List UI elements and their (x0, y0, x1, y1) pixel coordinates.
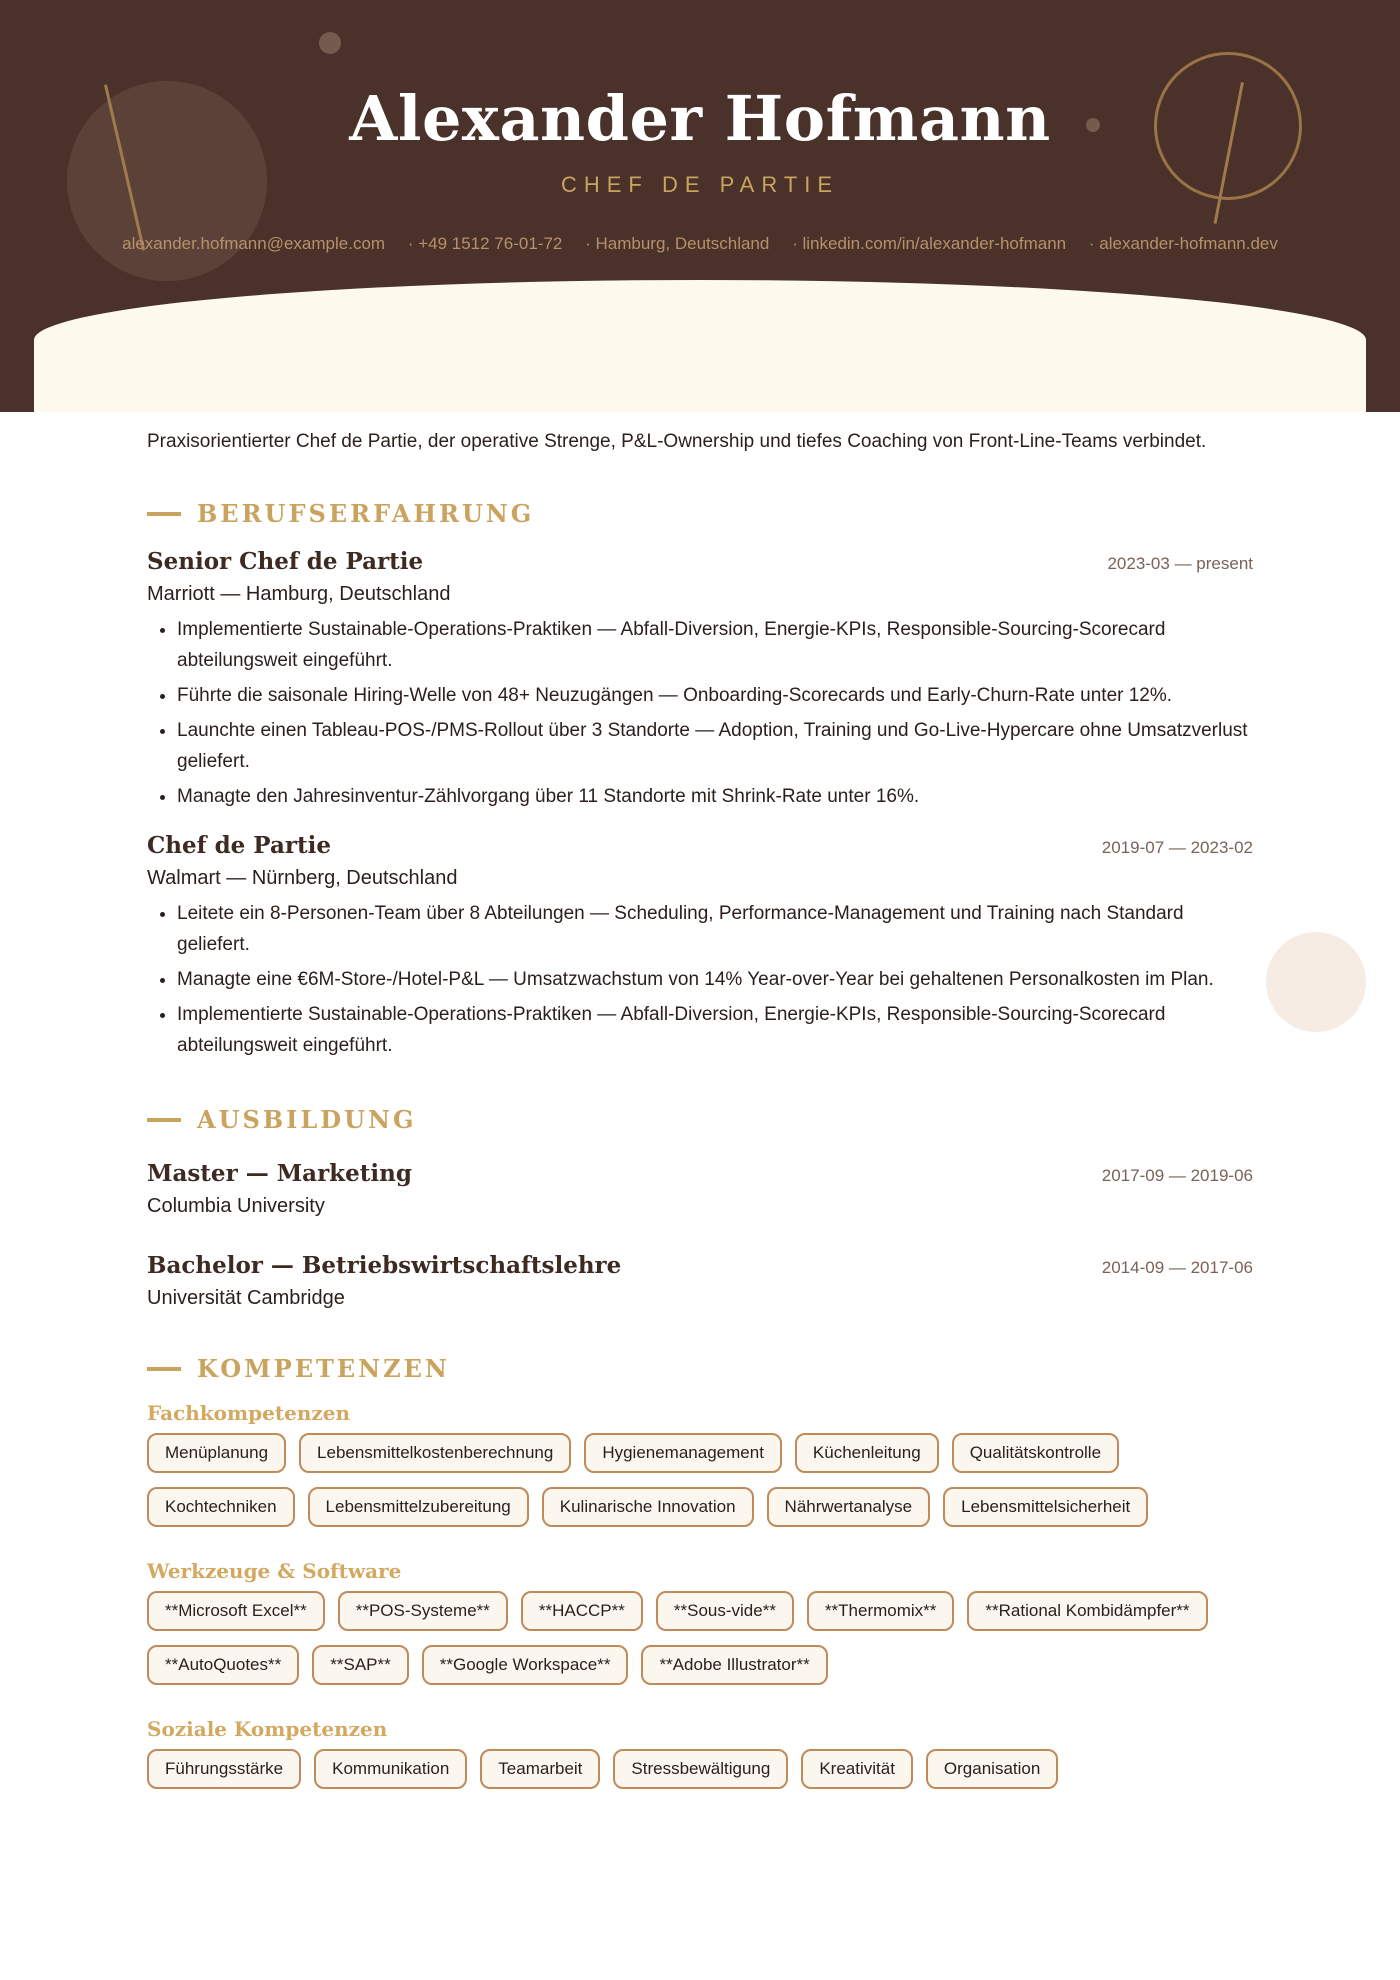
bullet-item: • Implementierte Sustainable-Operations-Praktiken — Abfall-Diversion, Energie-KPIs, Responsible-Sourcing-Scorecard abteilungsweit eingeführt. (177, 999, 1253, 1061)
bullet-item: • Leitete ein 8-Personen-Team über 8 Abteilungen — Scheduling, Performance-Management und Training nach Standard geliefert. (177, 898, 1253, 960)
degree-title: Bachelor — Betriebswirtschaftslehre (147, 1252, 622, 1279)
skill-chip: **Microsoft Excel** (147, 1591, 325, 1631)
degree-school: Universität Cambridge (147, 1287, 345, 1309)
section-bar (147, 512, 181, 516)
skill-chips (147, 1591, 1253, 1699)
section-bar (147, 1367, 181, 1371)
skill-chip: Nährwertanalyse (767, 1487, 931, 1527)
decorative-dot (319, 32, 341, 54)
contact-location: · Hamburg, Deutschland (585, 234, 770, 253)
candidate-name: Alexander Hofmann (349, 82, 1051, 155)
skill-chip: **Rational Kombidämpfer** (967, 1591, 1207, 1631)
job-title: Senior Chef de Partie (147, 548, 424, 575)
education-entry (147, 1252, 1253, 1310)
bullet-item: • Managte eine €6M-Store-/Hotel-P&L — Umsatzwachstum von 14% Year-over-Year bei gehaltenen Personalkosten im Plan. (177, 964, 1253, 995)
skill-chip: **Google Workspace** (422, 1645, 629, 1685)
degree-date: 2017-09 — 2019-06 (1101, 1166, 1253, 1185)
contact-linkedin[interactable]: · linkedin.com/in/alexander-hofmann (792, 234, 1067, 253)
job-bullets (147, 614, 1253, 812)
section-experience (147, 499, 1253, 528)
section-title: AUSBILDUNG (197, 1105, 417, 1134)
experience-entry (147, 548, 1253, 812)
skill-chips (147, 1433, 1253, 1541)
skill-chip: **Sous-vide** (656, 1591, 794, 1631)
skill-chip: **AutoQuotes** (147, 1645, 299, 1685)
section-education (147, 1105, 1253, 1134)
degree-school: Columbia University (147, 1195, 325, 1217)
section-bar (147, 1118, 181, 1122)
resume-body (147, 412, 1253, 1803)
skill-chip: Organisation (926, 1749, 1058, 1789)
skill-chip: Kochtechniken (147, 1487, 295, 1527)
job-date: 2019-07 — 2023-02 (1101, 838, 1253, 857)
skill-chip: **POS-Systeme** (338, 1591, 508, 1631)
skill-chip: Qualitätskontrolle (952, 1433, 1119, 1473)
skill-chip: Küchenleitung (795, 1433, 939, 1473)
resume-header (0, 0, 1400, 412)
bullet-item: • Implementierte Sustainable-Operations-Praktiken — Abfall-Diversion, Energie-KPIs, Responsible-Sourcing-Scorecard abteilungsweit eingeführt. (177, 614, 1253, 676)
section-title: KOMPETENZEN (197, 1354, 450, 1383)
skill-group-title: Soziale Kompetenzen (147, 1717, 388, 1741)
contact-website[interactable]: · alexander-hofmann.dev (1088, 234, 1278, 253)
job-date: 2023-03 — present (1107, 554, 1253, 573)
job-bullets (147, 898, 1253, 1061)
skill-chip: Kommunikation (314, 1749, 467, 1789)
decorative-circle (1266, 932, 1366, 1032)
bullet-item: • Managte den Jahresinventur-Zählvorgang über 11 Standorte mit Shrink-Rate unter 16%. (177, 781, 1253, 812)
skill-chip: **HACCP** (521, 1591, 643, 1631)
skill-chip: Führungsstärke (147, 1749, 301, 1789)
summary: Praxisorientierter Chef de Partie, der operative Strenge, P&L-Ownership und tiefes Coaching von Front-Line-Teams verbindet. (147, 431, 1207, 452)
contact-email[interactable]: alexander.hofmann@example.com (122, 234, 386, 253)
skill-chip: Kreativität (801, 1749, 913, 1789)
skill-chip: Menüplanung (147, 1433, 286, 1473)
skill-chip: Lebensmittelsicherheit (943, 1487, 1148, 1527)
job-company: Marriott — Hamburg, Deutschland (147, 583, 451, 605)
skill-chip: **Adobe Illustrator** (641, 1645, 827, 1685)
degree-date: 2014-09 — 2017-06 (1101, 1258, 1253, 1277)
degree-title: Master — Marketing (147, 1160, 412, 1187)
skill-chip: Lebensmittelkostenberechnung (299, 1433, 571, 1473)
education-entry (147, 1160, 1253, 1218)
contact-line (0, 234, 1400, 254)
skill-group-title: Werkzeuge & Software (147, 1559, 402, 1583)
skill-chip: Hygienemanagement (584, 1433, 782, 1473)
experience-entry (147, 832, 1253, 1061)
skill-chip: Kulinarische Innovation (542, 1487, 754, 1527)
skill-chip: Stressbewältigung (613, 1749, 788, 1789)
candidate-role: CHEF DE PARTIE (560, 172, 840, 197)
skill-chips (147, 1749, 1253, 1803)
contact-phone[interactable]: · +49 1512 76-01-72 (407, 234, 563, 253)
skill-chip: **Thermomix** (807, 1591, 954, 1631)
skill-chip: Lebensmittelzubereitung (308, 1487, 529, 1527)
bullet-item: • Launchte einen Tableau-POS-/PMS-Rollout über 3 Standorte — Adoption, Training und Go-Live-Hypercare ohne Umsatzverlust geliefert. (177, 715, 1253, 777)
skill-group-title: Fachkompetenzen (147, 1401, 350, 1425)
bullet-item: • Führte die saisonale Hiring-Welle von 48+ Neuzugängen — Onboarding-Scorecards und Early-Churn-Rate unter 12%. (177, 680, 1253, 711)
section-skills (147, 1354, 1253, 1383)
skill-chip: **SAP** (312, 1645, 408, 1685)
section-title: BERUFSERFAHRUNG (197, 499, 535, 528)
skill-chip: Teamarbeit (480, 1749, 600, 1789)
job-company: Walmart — Nürnberg, Deutschland (147, 867, 458, 889)
header-arc (34, 280, 1366, 412)
job-title: Chef de Partie (147, 832, 331, 859)
